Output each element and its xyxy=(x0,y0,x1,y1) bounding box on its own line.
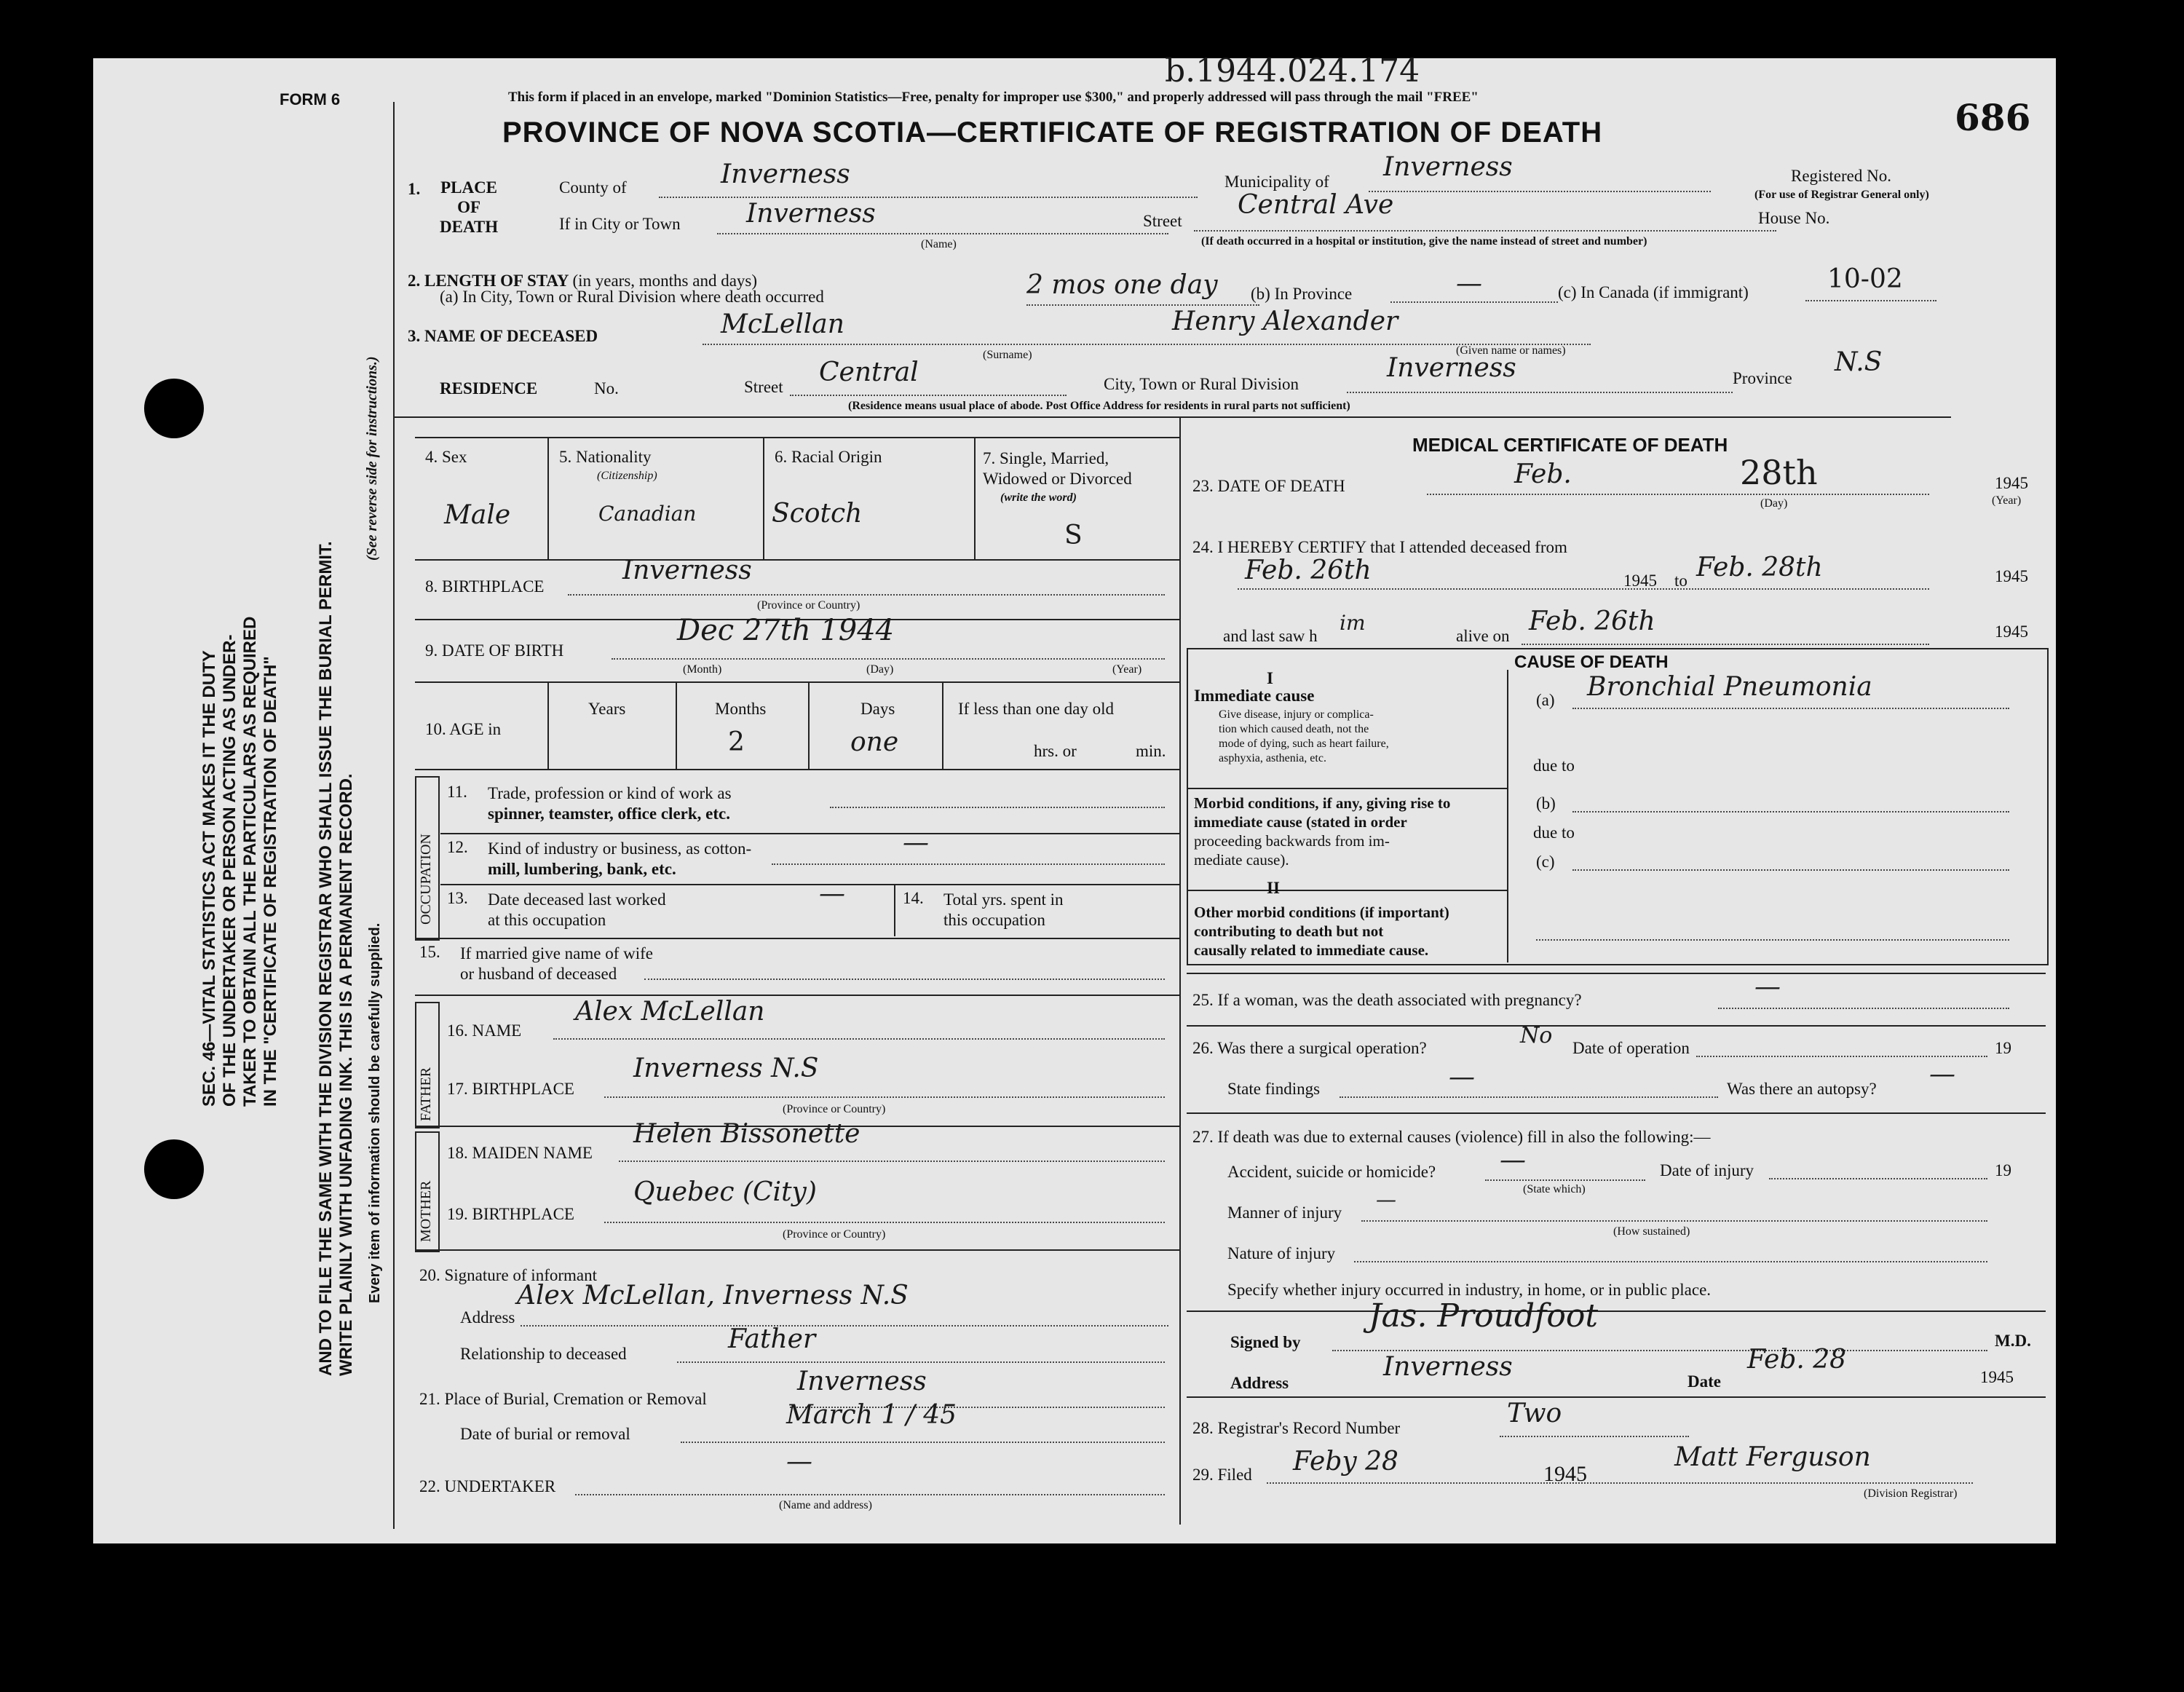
stay-a-label: (a) In City, Town or Rural Division where death occurred xyxy=(440,288,824,306)
cause-heading: CAUSE OF DEATH xyxy=(1514,652,1669,672)
mother-side-label: MOTHER xyxy=(418,1180,434,1242)
place-num: 1. xyxy=(408,180,421,198)
q12-text: Kind of industry or business, as cotton- mill, lumbering, bank, etc. xyxy=(488,839,752,878)
supply-note: Every item of information should be carefully supplied. xyxy=(367,922,383,1303)
city-label: If in City or Town xyxy=(559,215,681,233)
age-hrs-label: hrs. or xyxy=(1034,742,1077,760)
residence-province-value: N.S xyxy=(1835,347,1883,377)
q12-value: — xyxy=(903,828,929,858)
immediate-note: Give disease, injury or complica- tion which caused death, not the mode of dying, such as heart failure, asphyxia, asthenia, etc. xyxy=(1219,708,1389,764)
q29-year: 1945 xyxy=(1543,1462,1587,1486)
q23-month: Feb. xyxy=(1514,459,1572,489)
mother-birthplace-label: 19. BIRTHPLACE xyxy=(447,1205,574,1223)
municipality-value: Inverness xyxy=(1383,152,1513,182)
signed-address-value: Inverness xyxy=(1383,1352,1513,1382)
q11-text: Trade, profession or kind of work as spinner, teamster, office clerk, etc. xyxy=(488,784,732,823)
cause-a-value: Bronchial Pneumonia xyxy=(1587,672,1872,702)
age-months-value: 2 xyxy=(728,727,745,757)
nationality-label: 5. Nationality xyxy=(559,448,652,466)
age-lessday-label: If less than one day old xyxy=(958,700,1114,718)
q24-to-label: to xyxy=(1674,572,1688,590)
specify-label: Specify whether injury occurred in industry, in home, or in public place. xyxy=(1227,1281,1712,1299)
divider xyxy=(393,416,1951,418)
burial-value: Inverness xyxy=(797,1367,927,1396)
age-years-label: Years xyxy=(588,700,626,718)
informant-address-label: Address xyxy=(460,1308,515,1327)
q13-text: Date deceased last worked at this occupation xyxy=(488,890,666,929)
racial-value: Scotch xyxy=(772,499,863,529)
father-name-value: Alex McLellan xyxy=(575,997,765,1027)
deceased-given-names: Henry Alexander xyxy=(1172,307,1398,336)
stay-c-value: 10-02 xyxy=(1827,264,1903,294)
q14-text: Total yrs. spent in this occupation xyxy=(943,890,1064,929)
archive-number: b.1944.024.174 xyxy=(1165,52,1420,90)
nationality-value: Canadian xyxy=(598,502,697,526)
county-label: County of xyxy=(559,178,627,197)
given-caption: (Given name or names) xyxy=(1456,344,1566,357)
column-divider xyxy=(1179,418,1181,1525)
age-days-label: Days xyxy=(860,700,895,718)
dob-label: 9. DATE OF BIRTH xyxy=(425,641,564,660)
dob-value: Dec 27th 1944 xyxy=(677,614,895,647)
signed-label: Signed by xyxy=(1230,1333,1301,1351)
alive-year: 1945 xyxy=(1995,622,2028,641)
findings-value: — xyxy=(1449,1062,1475,1092)
q23-year-caption: (Year) xyxy=(1992,494,2022,507)
burial-date-value: March 1 / 45 xyxy=(786,1400,957,1430)
injury-date-year: 19 xyxy=(1995,1161,2011,1179)
residence-street-label: Street xyxy=(744,378,783,396)
informant-address-value: Alex McLellan, Inverness N.S xyxy=(517,1281,909,1310)
autopsy-label: Was there an autopsy? xyxy=(1727,1080,1877,1098)
stay-a-value: 2 mos one day xyxy=(1026,270,1218,300)
marital-label: 7. Single, Married, Widowed or Divorced xyxy=(983,449,1132,488)
q24-label: 24. I HEREBY CERTIFY that I attended deceased from xyxy=(1192,538,1567,556)
q15-text: If married give name of wife or husband of deceased xyxy=(460,944,654,983)
house-label: House No. xyxy=(1758,209,1830,227)
q29-label: 29. Filed xyxy=(1192,1466,1252,1484)
birthplace-caption: (Province or Country) xyxy=(757,599,860,612)
father-name-label: 16. NAME xyxy=(447,1021,522,1040)
registered-label: Registered No. xyxy=(1791,167,1891,185)
op-date-label: Date of operation xyxy=(1572,1039,1690,1057)
morbid-label: Morbid conditions, if any, giving rise to immediate cause (stated in order proceeding backwards from im- mediate cause). xyxy=(1194,794,1451,869)
q26-value: No xyxy=(1520,1023,1553,1048)
manner-value: — xyxy=(1376,1187,1396,1211)
op-date-year: 19 xyxy=(1995,1039,2011,1057)
signed-value: Jas. Proudfoot xyxy=(1369,1297,1599,1335)
age-min-label: min. xyxy=(1136,742,1166,760)
marital-note: (write the word) xyxy=(1000,491,1077,504)
q24-from: Feb. 26th xyxy=(1245,556,1372,585)
q28-value: Two xyxy=(1507,1399,1562,1428)
q23-day: 28th xyxy=(1740,453,1818,492)
stay-b-value: — xyxy=(1456,269,1482,299)
relationship-label: Relationship to deceased xyxy=(460,1345,627,1363)
occupation-side-label: OCCUPATION xyxy=(418,834,434,925)
other-label: Other morbid conditions (if important) contributing to death but not causally related to immediate cause. xyxy=(1194,904,1449,959)
age-months-label: Months xyxy=(715,700,767,718)
stay-label: 2. LENGTH OF STAY (in years, months and days) xyxy=(408,272,758,290)
registrar-caption: (Division Registrar) xyxy=(1864,1487,1958,1500)
postal-notice: This form if placed in an envelope, marked "Dominion Statistics—Free, penalty for improper use $300," and properly addressed will pass through the mail "FREE" xyxy=(508,90,1479,105)
roman-2: II xyxy=(1267,879,1280,897)
autopsy-value: — xyxy=(1929,1059,1955,1089)
reverse-note: (See reverse side for instructions.) xyxy=(364,356,380,561)
punch-hole xyxy=(144,1139,204,1199)
birthplace-value: Inverness xyxy=(622,556,752,585)
registrar-signature: Matt Ferguson xyxy=(1674,1442,1871,1472)
signed-date-value: Feb. 28 xyxy=(1747,1345,1847,1375)
signed-address-label: Address xyxy=(1230,1374,1289,1392)
q15-label: 15. xyxy=(419,943,440,961)
q24-to-year: 1945 xyxy=(1995,567,2028,585)
residence-label: RESIDENCE xyxy=(440,379,538,398)
municipality-label: Municipality of xyxy=(1224,173,1329,191)
q12-label: 12. xyxy=(447,838,468,856)
margin-border xyxy=(393,102,395,1529)
due-to-a: due to xyxy=(1533,756,1575,775)
county-value: Inverness xyxy=(721,159,850,189)
cause-b-label: (b) xyxy=(1536,794,1556,813)
medical-heading: MEDICAL CERTIFICATE OF DEATH xyxy=(1412,434,1728,456)
nationality-note: (Citizenship) xyxy=(597,470,657,482)
undertaker-value: — xyxy=(786,1447,812,1476)
city-value: Inverness xyxy=(746,199,876,229)
q23-year: 1945 xyxy=(1995,474,2028,492)
state-caption: (State which) xyxy=(1523,1183,1586,1195)
stay-b-label: (b) In Province xyxy=(1251,285,1353,303)
signed-date-year: 1945 xyxy=(1980,1368,2014,1386)
registrar-note: (For use of Registrar General only) xyxy=(1754,189,1929,201)
q23-day-caption: (Day) xyxy=(1760,497,1788,510)
signed-date-label: Date xyxy=(1688,1372,1721,1391)
father-birthplace-label: 17. BIRTHPLACE xyxy=(447,1080,574,1098)
q23-label: 23. DATE OF DEATH xyxy=(1192,477,1345,495)
accident-value: — xyxy=(1500,1145,1526,1175)
father-birthplace-value: Inverness N.S xyxy=(633,1053,819,1083)
hospital-note: (If death occurred in a hospital or institution, give the name instead of street and number) xyxy=(1201,235,1647,248)
racial-label: 6. Racial Origin xyxy=(775,448,882,466)
father-side-label: FATHER xyxy=(418,1067,434,1121)
injury-date-label: Date of injury xyxy=(1660,1161,1754,1179)
q14-label: 14. xyxy=(903,889,924,907)
informant-label: 20. Signature of informant xyxy=(419,1266,598,1284)
punch-hole xyxy=(144,379,204,438)
page-number: 686 xyxy=(1955,96,2031,139)
marital-value: S xyxy=(1064,521,1083,550)
due-to-b: due to xyxy=(1533,823,1575,842)
statute-text: SEC. 46—VITAL STATISTICS ACT MAKES IT THE DUTY OF THE UNDERTAKER OR PERSON ACTING AS UNDER- TAKER TO OBTAIN ALL THE PARTICULARS AS REQUIRED IN THE "CERTIFICATE OF REGISTRATION OF DEATH" xyxy=(199,616,280,1107)
accident-label: Accident, suicide or homicide? xyxy=(1227,1163,1436,1181)
relationship-value: Father xyxy=(728,1324,816,1354)
md-label: M.D. xyxy=(1995,1332,2031,1350)
q13-label: 13. xyxy=(447,889,468,907)
q26-label: 26. Was there a surgical operation? xyxy=(1192,1039,1427,1057)
residence-no-label: No. xyxy=(594,379,619,398)
dob-year-caption: (Year) xyxy=(1112,663,1142,676)
birthplace-label: 8. BIRTHPLACE xyxy=(425,577,545,596)
surname-caption: (Surname) xyxy=(983,349,1032,361)
alive-label: alive on xyxy=(1456,627,1510,645)
last-saw-value: im xyxy=(1340,611,1366,635)
cause-c-label: (c) xyxy=(1536,853,1555,871)
mother-birthplace-value: Quebec (City) xyxy=(633,1177,817,1207)
certificate-title: PROVINCE OF NOVA SCOTIA—CERTIFICATE OF REGISTRATION OF DEATH xyxy=(502,116,1603,149)
dob-month-caption: (Month) xyxy=(683,663,722,676)
q25-label: 25. If a woman, was the death associated with pregnancy? xyxy=(1192,991,1582,1009)
mother-caption: (Province or Country) xyxy=(783,1228,886,1241)
residence-street-value: Central xyxy=(819,357,919,387)
stay-c-label: (c) In Canada (if immigrant) xyxy=(1558,283,1749,301)
immediate-label: Immediate cause xyxy=(1194,687,1315,705)
roman-1: I xyxy=(1267,669,1273,687)
deceased-surname: McLellan xyxy=(721,309,844,339)
q24-to: Feb. 28th xyxy=(1696,553,1823,582)
street-value: Central Ave xyxy=(1238,190,1394,220)
burial-date-label: Date of burial or removal xyxy=(460,1425,630,1443)
residence-note: (Residence means usual place of abode. Post Office Address for residents in rural parts not sufficient) xyxy=(848,400,1350,412)
mother-maiden-value: Helen Bissonette xyxy=(633,1119,860,1149)
name-caption: (Name) xyxy=(921,238,957,250)
father-caption: (Province or Country) xyxy=(783,1103,886,1115)
sex-label: 4. Sex xyxy=(425,448,467,466)
how-caption: (How sustained) xyxy=(1613,1225,1690,1238)
sex-value: Male xyxy=(444,500,511,530)
age-days-value: one xyxy=(850,727,899,757)
residence-city-value: Inverness xyxy=(1387,353,1516,383)
burial-label: 21. Place of Burial, Cremation or Removal xyxy=(419,1390,707,1408)
statute-text-long: AND TO FILE THE SAME WITH THE DIVISION REGISTRAR WHO SHALL ISSUE THE BURIAL PERMIT. WRITE PLAINLY WITH UNFADING INK. THIS IS A PERMANENT RECORD. xyxy=(316,541,356,1376)
q29-value: Feby 28 xyxy=(1293,1447,1398,1476)
undertaker-caption: (Name and address) xyxy=(779,1499,872,1511)
age-label: 10. AGE in xyxy=(425,720,502,738)
street-label: Street xyxy=(1143,212,1182,230)
q11-label: 11. xyxy=(447,783,467,801)
findings-label: State findings xyxy=(1227,1080,1321,1098)
last-saw-label: and last saw h xyxy=(1223,627,1318,645)
q25-value: — xyxy=(1754,972,1781,1002)
dob-day-caption: (Day) xyxy=(866,663,894,676)
mother-maiden-label: 18. MAIDEN NAME xyxy=(447,1144,593,1162)
q24-from-year: 1945 xyxy=(1623,572,1657,590)
alive-value: Feb. 26th xyxy=(1529,606,1655,636)
q27-label: 27. If death was due to external causes (violence) fill in also the following:— xyxy=(1192,1128,1711,1146)
residence-city-label: City, Town or Rural Division xyxy=(1104,375,1299,393)
manner-label: Manner of injury xyxy=(1227,1203,1342,1222)
cause-a-label: (a) xyxy=(1536,691,1555,709)
q13-value: — xyxy=(819,879,845,909)
deceased-label: 3. NAME OF DECEASED xyxy=(408,327,598,345)
undertaker-label: 22. UNDERTAKER xyxy=(419,1477,556,1495)
place-label: PLACE OF DEATH xyxy=(440,178,499,236)
q28-label: 28. Registrar's Record Number xyxy=(1192,1419,1401,1437)
form-number: FORM 6 xyxy=(280,90,341,108)
nature-label: Nature of injury xyxy=(1227,1244,1336,1262)
residence-province-label: Province xyxy=(1733,369,1792,387)
